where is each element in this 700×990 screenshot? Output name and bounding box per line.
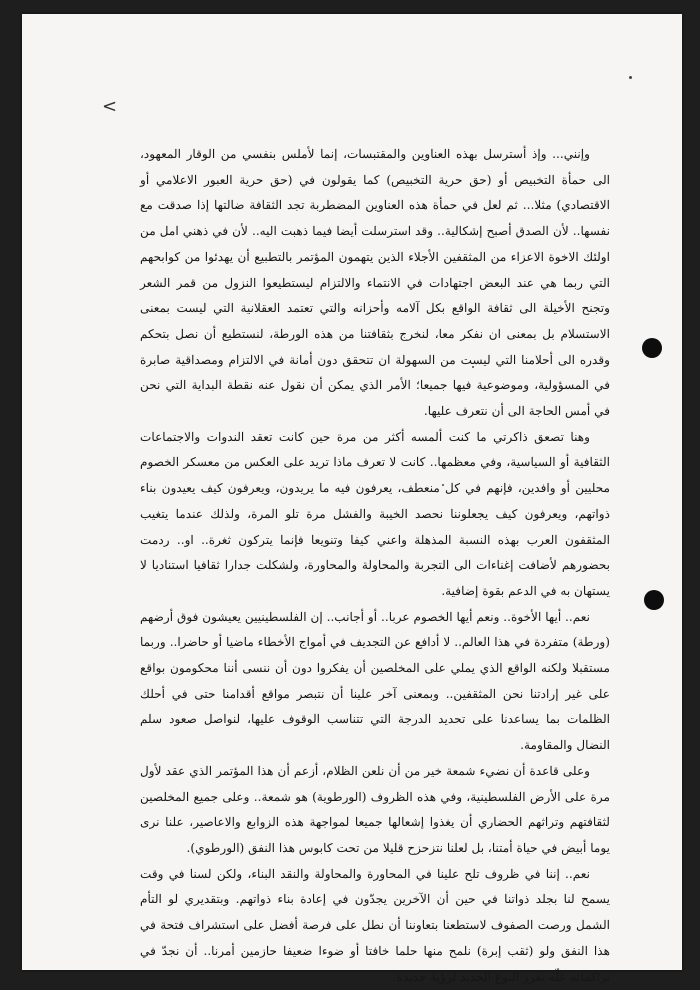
paragraph-2: وهنا تصعق ذاكرتي ما كنت ألمسه أكثر من مرة حين كانت تعقد الندوات والاجتماعات الثقافية أو السياسية، وفي معظمها.. كانت لا تعرف ماذا تريد على العكس من معسكر الخصوم محليين أو وافدين، فإنهم في كل منعطف، يعرفون فيه ما يريدون، ويعرفون كيف يعيدون بناء ذواتهم، ويعرفون كيف يجعلوننا نحصد الخيبة والفشل مرة تلو المرة، ولذلك عندما يتغيب المثقفون العرب بهذه النسبة المذهلة واعني كيفا وتنويعا فإنما يتركون ثغرة.. او.. ردمت بحضورهم لأضافت إغناءات الى التجربة والمحاولة والمحاورة، ولشكلت جدارا ثقافيا استناديا لا يستهان به في الدعم بقوة إضافية.: [140, 429, 610, 598]
document-body: [140, 142, 610, 990]
paragraph-3: نعم.. أيها الأخوة.. ونعم أيها الخصوم عربا.. أو أجانب.. إن الفلسطينيين يعيشون فوق أرضهم (ورطة) متفردة في هذا العالم.. لا أدافع عن التجديف في أمواج الأخطاء ماضيا أو حاضرا.. وربما مستقبلا ولكنه الواقع الذي يملي على المخلصين أن يفكروا دون أن ننسى أننا محكومون بواقع على غير إرادتنا نحن المثقفين.. وبمعنى آخر علينا أن نتبصر مواقع أقدامنا حتى في أحلك الظلمات بما يساعدنا على تحديد الدرجة التي تتناسب الوقوف عليها، لنواصل صعود سلم النضال والمقاومة.: [140, 609, 610, 753]
paragraph-5: نعم.. إننا في ظروف تلح علينا في المحاورة والمحاولة والنقد البناء، ولكن لسنا في وقت يسمح لنا بجلد ذواتنا في حين أن الآخرين يجدّون في إعادة بناء ذواتهم. وبتقديري لو التأم الشمل ورصت الصفوف لاستطعنا بتعاوننا أن نطل على فرصة أفضل على استشراف فتحة في هذا النفق ولو (ثقب إبرة) نلمح منها حلما خافتا أو ضوءا ضعيفا حازمين أمرنا.. أن نجدّ في تراكماته علّه يفرز النوع الجديد لرؤية جديدة.: [140, 866, 610, 984]
binder-punch-hole: [644, 590, 664, 610]
document-page: [22, 14, 682, 984]
paragraph-4: وعلى قاعدة أن نضيء شمعة خير من أن نلعن الظلام، أزعم أن هذا المؤتمر الذي عقد لأول مرة على الأرض الفلسطينية، وفي هذه الظروف (الورطوية) هو شمعة.. وعلى جميع المخلصين لثقافتهم وتراثهم الحضاري أن يغذوا إشعالها جميعا لمواجهة هذه الزوابع والاعاصير، علنا نرى يوما أبيض في حياة أمتنا، بل لعلنا نتزحزح قليلا من تحت كابوس هذا النفق (الورطوي).: [140, 763, 610, 855]
page-number-mark: <: [102, 96, 118, 117]
paragraph-1: وإنني... وإذ أسترسل بهذه العناوين والمقتبسات، إنما لأملس بنفسي من الوقار المعهود، الى حمأة التخبيص أو (حق حرية التخبيص) كما يقولون في (حق حرية العبور الاعلامي أو الاقتصادي) مثلا... ثم لعل في حمأة هذه العناوين المضطربة تجد الثقافة ضالتها إذا صدقت مع نفسها.. لأن الصدق أصبح إشكالية.. وقد استرسلت أيضا فيما ذهبت اليه.. لأن في ذهني امل من اولئك الاخوة الاعزاء من المثقفين الأجلاء الذين يتهمون المؤتمر بالتطبيع أن يهدئوا من كوابحهم التي ربما هي عند البعض اجتهادات في الانتماء والالتزام ليستطيعوا النزول من قمر الشعر وتجنح الأخيلة الى ثقافة الواقع بكل آلامه وأحزانه والتي تعتمد العقلانية التي ليست بمعنى الاستسلام بل بمعنى ان نفكر معا، لنخرج بثقافتنا من هذه الورطة، لنستطيع أن نصل بتحكم وقدره الى أحلامنا التي ليست من السهولة ان تتحقق دون أمانة في الالتزام ومصداقية صابرة في المسؤولية، وموضوعية فيها جميعا؛ الأمر الذي يمكن أن نقول عنه نقطة البداية التي نحن في أمس الحاجة الى أن نتعرف عليها.: [140, 147, 610, 419]
binder-punch-hole: [642, 338, 662, 358]
paper-speck: [629, 76, 632, 79]
